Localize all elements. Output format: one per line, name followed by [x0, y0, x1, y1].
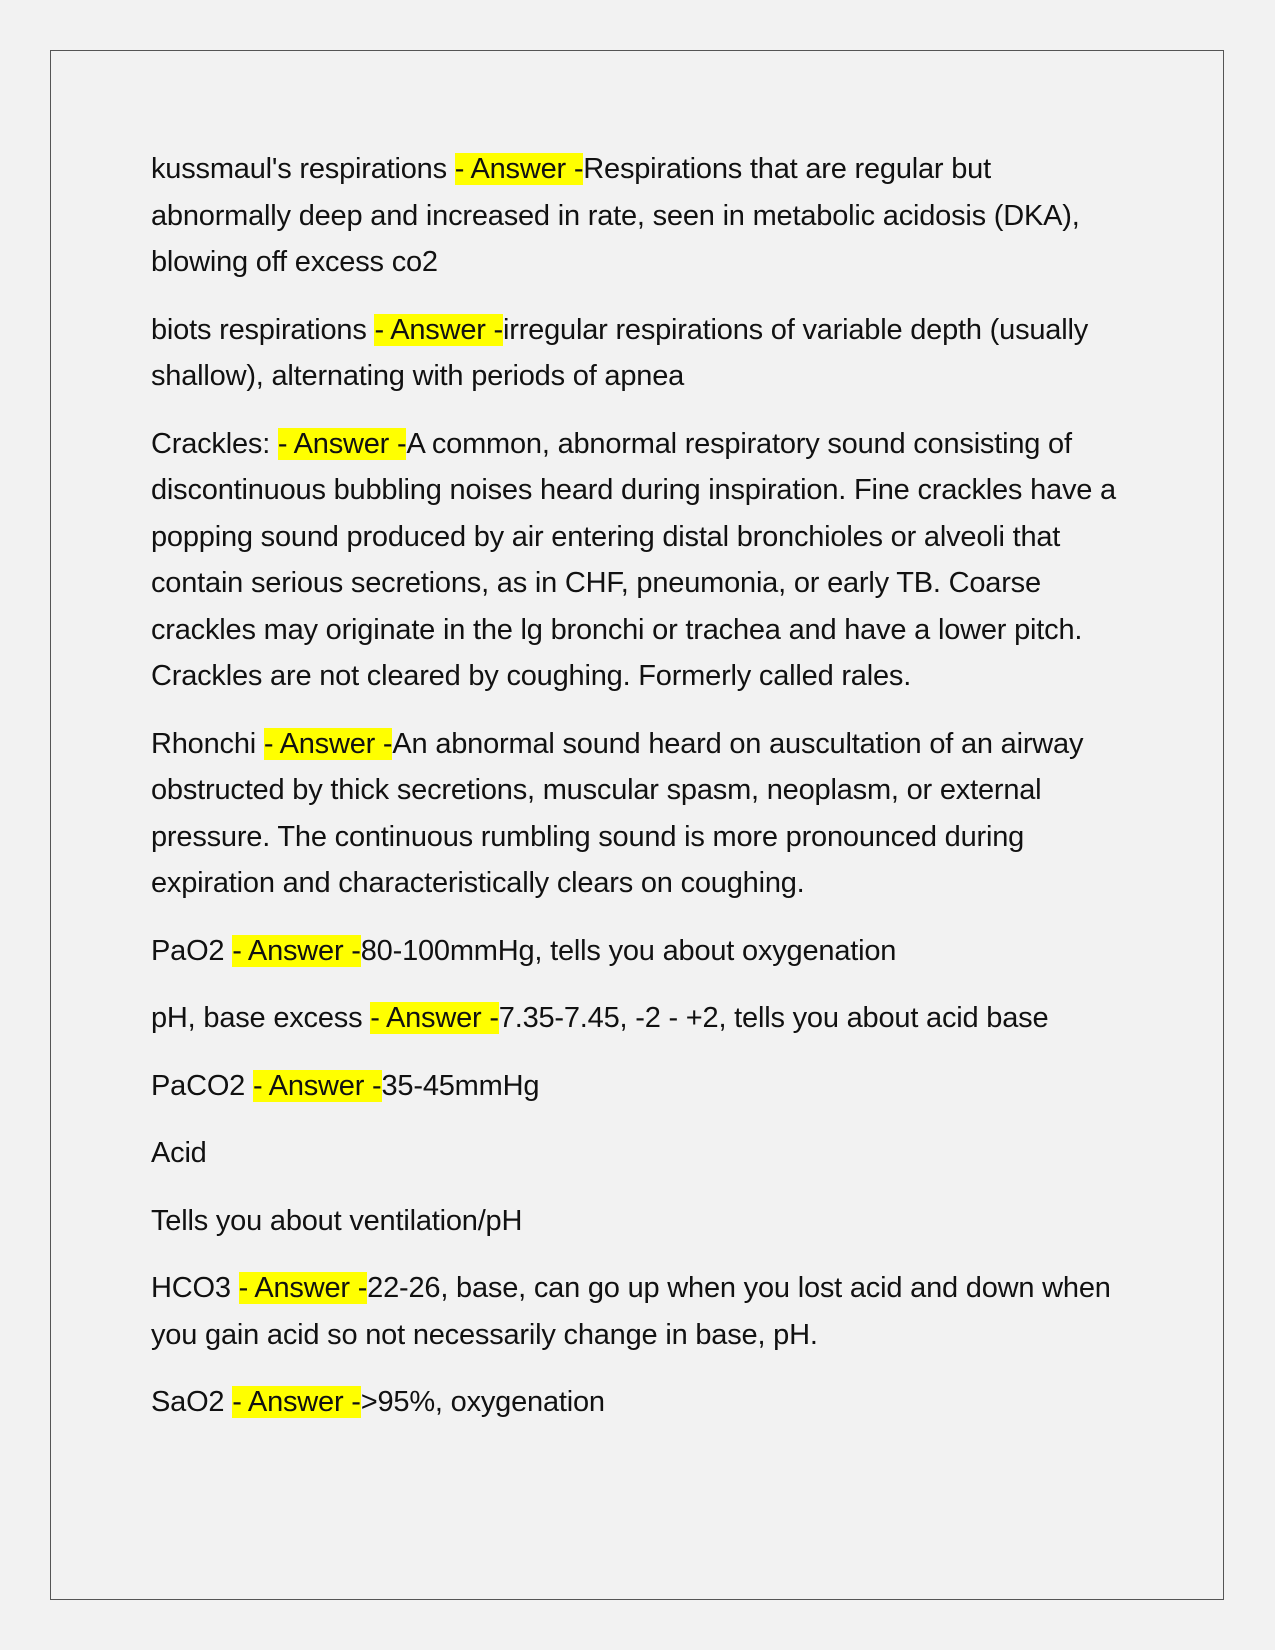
flashcard-entry	[151, 721, 1126, 907]
answer-marker: - Answer -	[263, 727, 393, 760]
entry-definition: An abnormal sound heard on auscultation of an airway obstructed by thick secretions, muscular spasm, neoplasm, or external pressure. The continuous rumbling sound is more pronounced during expiration and characteristically clears on coughing.	[151, 727, 1084, 899]
answer-marker: - Answer -	[232, 934, 361, 967]
entry-term: HCO3	[151, 1272, 239, 1304]
entry-term: Rhonchi	[151, 727, 264, 760]
answer-marker: - Answer -	[238, 1272, 368, 1304]
entry-definition: 7.35-7.45, -2 - +2, tells you about acid base	[498, 1002, 1049, 1034]
answer-marker: - Answer -	[454, 153, 584, 185]
answer-marker: - Answer -	[370, 1002, 499, 1034]
entry-term: pH, base excess	[151, 1002, 371, 1034]
entry-definition: Respirations that are regular but abnormally deep and increased in rate, seen in metabolic acidosis (DKA), blowing off excess co2	[151, 153, 1080, 278]
flashcard-entry	[151, 1379, 1126, 1426]
entry-term: SaO2	[151, 1386, 233, 1418]
answer-marker: - Answer -	[252, 1069, 382, 1102]
entry-term: PaCO2	[151, 1069, 253, 1102]
flashcard-entry	[151, 1063, 1126, 1110]
answer-marker: - Answer -	[374, 313, 504, 346]
flashcard-entry	[151, 995, 1126, 1042]
entry-term: PaO2	[151, 934, 233, 967]
document-body	[151, 146, 1126, 1447]
entry-definition: irregular respirations of variable depth (usually shallow), alternating with periods of apnea	[151, 313, 1089, 392]
entry-definition: 35-45mmHg	[381, 1069, 540, 1102]
entry-definition: A common, abnormal respiratory sound consisting of discontinuous bubbling noises heard during inspiration. Fine crackles have a popping sound produced by air entering distal bronchioles or alveoli that contain serious secretions, as in CHF, pneumonia, or early TB. Coarse crackles may originate in the lg bronchi or trachea and have a lower pitch. Crackles are not cleared by coughing. Formerly called rales.	[151, 427, 1116, 692]
entry-definition: 80-100mmHg, tells you about oxygenation	[360, 934, 897, 967]
answer-marker: - Answer -	[232, 1386, 361, 1418]
entry-definition: 22-26, base, can go up when you lost acid and down when you gain acid so not necessarily change in base, pH.	[151, 1272, 1111, 1351]
entry-term: Crackles:	[151, 427, 278, 460]
entry-definition: >95%, oxygenation	[360, 1386, 605, 1418]
answer-marker: - Answer -	[277, 427, 407, 460]
flashcard-entry	[151, 421, 1126, 700]
entry-term: kussmaul's respirations	[151, 153, 455, 185]
flashcard-entry	[151, 1265, 1126, 1358]
entry-term: biots respirations	[151, 313, 375, 346]
flashcard-entry	[151, 146, 1126, 286]
flashcard-entry	[151, 928, 1126, 975]
plain-line: Tells you about ventilation/pH	[151, 1204, 523, 1237]
flashcard-entry	[151, 307, 1126, 400]
plain-line: Acid	[151, 1137, 207, 1169]
